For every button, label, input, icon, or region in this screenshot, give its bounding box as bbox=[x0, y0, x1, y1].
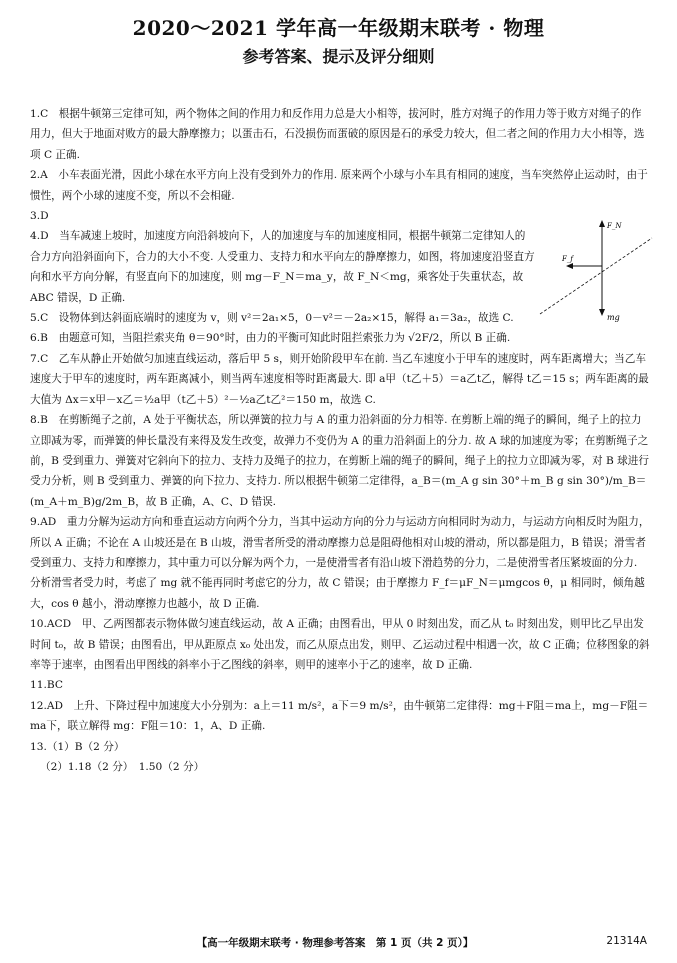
answer-2: 2.A 小车表面光滑，因此小球在水平方向上没有受到外力的作用. 原来两个小球与小车具有相同的速度，当车突然停止运动时，由于惯性，两个小球的速度不变，所以不会相碰. bbox=[30, 169, 648, 202]
answer-13-part-2: （2）1.18（2 分） 1.50（2 分） bbox=[40, 761, 205, 773]
answers-body bbox=[30, 104, 650, 777]
label-normal-force: F_N bbox=[607, 222, 622, 230]
answer-5: 5.C 设物体到达斜面底端时的速度为 v，则 v²＝2a₁×5，0－v²＝－2a₂×15，解得 a₁＝3a₂，故选 C. bbox=[30, 312, 514, 325]
page-title: 2020～2021 学年高一年级期末联考 · 物理 bbox=[132, 16, 545, 40]
answer-7: 7.C 乙车从静止开始做匀加速直线运动，落后甲 5 s，则开始阶段甲车在前. 当乙车速度小于甲车的速度时，两车距离增大；当乙车速度大于甲车的速度时，两车距离减小，则当两车速度相等时距离最大. 即 a甲（t乙＋5）＝a乙t乙，解得 t乙＝15 s；两车距离的最大值为 Δx＝x甲－x乙＝½a甲（t乙＋5）²－½a乙t乙²＝150 m，故选 C. bbox=[30, 352, 649, 406]
answer-11: 11.BC bbox=[30, 679, 63, 692]
answer-1: 1.C 根据牛顿第三定律可知，两个物体之间的作用力和反作用力总是大小相等，拔河时，胜方对绳子的作用力等于败方对绳子的作用力，但大于地面对败方的最大静摩擦力；以蛋击石，石没损伤而蛋破的原因是石的承受力较大，但二者之间的作用力大小相等，选项 C 正确. bbox=[30, 108, 645, 161]
force-diagram bbox=[536, 216, 656, 328]
footer-page-info: 【高一年级期末联考 · 物理参考答案 第 1 页（共 2 页）】 bbox=[196, 937, 474, 949]
answer-4: 4.D 当车减速上坡时，加速度方向沿斜坡向下，人的加速度与车的加速度相同，根据牛顿第二定律知人的合力方向沿斜面向下，合力的大小不变. 人受重力、支持力和水平向左的静摩擦力，如图，将加速度沿竖直方向和水平方向分解，有竖直向下的加速度，则 mg－F_N＝ma_y，故 F_N＜mg，乘客处于失重状态，故 ABC 错误，D 正确. bbox=[30, 230, 535, 304]
footer-code: 21314A bbox=[606, 935, 647, 947]
normal-force-arrowhead bbox=[599, 220, 605, 227]
gravity-arrowhead bbox=[599, 309, 605, 316]
answer-10: 10.ACD 甲、乙两图都表示物体做匀速直线运动，故 A 正确；由图看出，甲从 0 时刻出发，而乙从 t₀ 时刻出发，则甲比乙早出发时间 t₀，故 B 错误；由图看出，甲从距原点 x₀ 处出发，而乙从原点出发，则甲、乙运动过程中相遇一次，故 C 正确；位移图象的斜率等于速率，由图看出甲图线的斜率小于乙图线的斜率，则甲的速率小于乙的速率，故 D 正确. bbox=[30, 618, 650, 671]
page-subtitle: 参考答案、提示及评分细则 bbox=[242, 47, 435, 66]
label-gravity: mg bbox=[607, 313, 620, 322]
answer-3: 3.D bbox=[30, 210, 49, 223]
answer-13-part-1: 13.（1）B（2 分） bbox=[30, 740, 125, 753]
slope-dashed-line bbox=[540, 238, 652, 314]
friction-arrowhead bbox=[566, 263, 573, 269]
label-friction: F_f bbox=[562, 255, 573, 263]
answer-8: 8.B 在剪断绳子之前，A 处于平衡状态，所以弹簧的拉力与 A 的重力沿斜面的分力相等. 在剪断上端的绳子的瞬间，绳子上的拉力立即减为零，而弹簧的伸长量没有来得及发生改变，故弹力不变仍为 A 的重力沿斜面上的分力. 故 A 球的加速度为零；在剪断绳子之前，B 受到重力、弹簧对它斜向下的拉力、支持力及绳子的拉力，在剪断上端的绳子的瞬间，绳子上的拉力立即减为零，对 B 球进行受力分析，则 B 受到重力、弹簧的向下拉力、支持力. 所以根据牛顿第二定律得，a_B＝(m_A g sin 30°＋m_B g sin 30°)/m_B＝(m_A＋m_B)g/2m_B，故 B 正确，A、C、D 错误. bbox=[30, 414, 649, 508]
answer-6: 6.B 由题意可知，当阻拦索夹角 θ＝90°时，由力的平衡可知此时阻拦索张力为 √2F/2，所以 B 正确. bbox=[30, 332, 511, 345]
answer-9: 9.AD 重力分解为运动方向和垂直运动方向两个分力，当其中运动方向的分力与运动方向相同时为动力，与运动方向相反时为阻力，所以 A 正确；不论在 A 山坡还是在 B 山坡，滑雪者所受的滑动摩擦力总是阻碍他相对山坡的滑动，所以都是阻力，B 错误；滑雪者受到重力、支持力和摩擦力，其中重力可以分解为两个力，一是使滑雪者有沿山坡下滑趋势的分力，二是使滑雪者压紧坡面的分力. 分析滑雪者受力时，考虑了 mg 就不能再同时考虑它的分力，故 C 错误；由于摩擦力 F_f＝μF_N＝μmgcos θ，μ 相同时，倾角越大，cos θ 越小，滑动摩擦力也越小，故 D 正确. bbox=[30, 516, 650, 610]
answer-12: 12.AD 上升、下降过程中加速度大小分别为：a上＝11 m/s²，a下＝9 m/s²，由牛顿第二定律得：mg＋F阻＝ma上，mg－F阻＝ma下，联立解得 mg：F阻＝10：1，A、D 正确. bbox=[30, 699, 649, 733]
